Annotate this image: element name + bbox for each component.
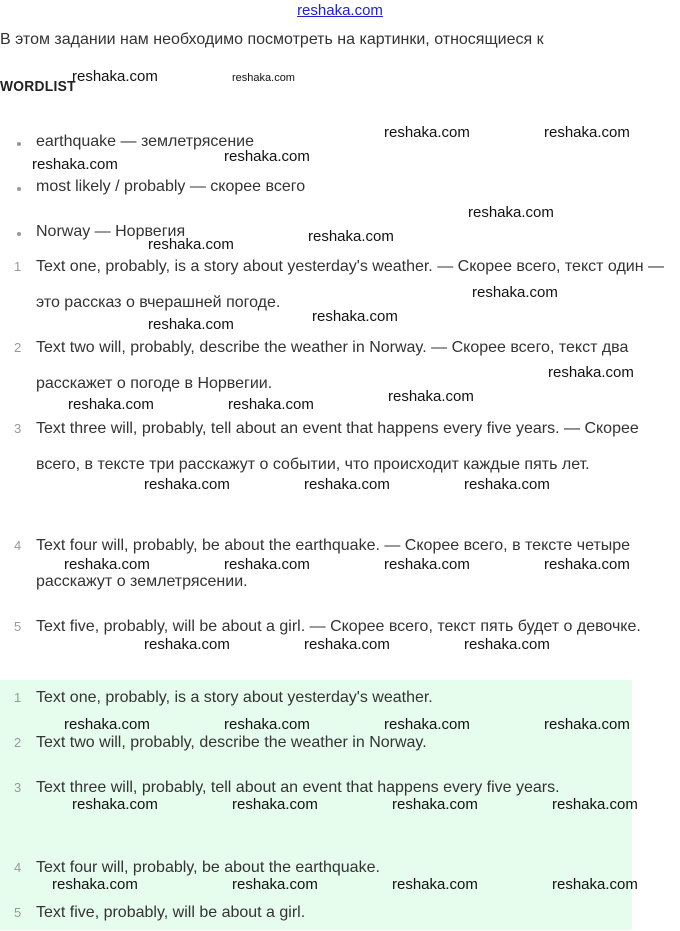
bullet-icon	[17, 232, 21, 236]
watermark-text: reshaka.com	[384, 556, 470, 573]
watermark-text: reshaka.com	[72, 68, 158, 85]
item-number: 5	[14, 905, 22, 920]
answer-item	[0, 680, 600, 716]
translation-text: Text four will, probably, be about the earthquake. — Скорее всего, в тексте четыре расскажут о землетрясении.	[36, 537, 631, 590]
intro-text: В этом задании нам необходимо посмотреть на картинки, относящиеся к	[0, 31, 544, 48]
watermark-text: reshaka.com	[392, 876, 478, 893]
watermark-text: reshaka.com	[64, 716, 150, 733]
item-number: 4	[14, 860, 22, 875]
watermark-text: reshaka.com	[148, 316, 234, 333]
answer-item	[0, 895, 600, 931]
wordlist-item-text: Norway — Норвегия	[36, 223, 186, 240]
watermark-text: reshaka.com	[224, 716, 310, 733]
item-number: 3	[14, 780, 22, 795]
watermark-text: reshaka.com	[72, 796, 158, 813]
watermark-text: reshaka.com	[472, 284, 558, 301]
watermark-text: reshaka.com	[68, 396, 154, 413]
watermark-text: reshaka.com	[384, 124, 470, 141]
watermark-text: reshaka.com	[144, 476, 230, 493]
answer-text: Text two will, probably, describe the weather in Norway.	[36, 734, 427, 751]
watermark-text: reshaka.com	[224, 148, 310, 165]
bullet-icon	[17, 142, 21, 146]
translation-item	[0, 411, 672, 483]
watermark-text: reshaka.com	[32, 156, 118, 173]
translation-text: Text two will, probably, describe the weather in Norway. — Скорее всего, текст два расскажет о погоде в Норвегии.	[36, 339, 629, 392]
answer-text: Text five, probably, will be about a girl.	[36, 904, 306, 921]
answer-text: Text one, probably, is a story about yesterday's weather.	[36, 689, 433, 706]
watermark-text: reshaka.com	[228, 396, 314, 413]
translation-text: Text one, probably, is a story about yesterday's weather. — Скорее всего, текст один — это рассказ о вчерашней погоде.	[36, 258, 665, 311]
item-number: 4	[14, 538, 22, 553]
watermark-text: reshaka.com	[468, 204, 554, 221]
watermark-text: reshaka.com	[148, 236, 234, 253]
answer-text: Text four will, probably, be about the earthquake.	[36, 859, 380, 876]
watermark-text: reshaka.com	[304, 476, 390, 493]
wordlist-item-text: earthquake — землетрясение	[36, 133, 254, 150]
bullet-icon	[17, 187, 21, 191]
item-number: 3	[14, 421, 22, 436]
wordlist-item-text: most likely / probably — скорее всего	[36, 178, 306, 195]
translation-text: Text three will, probably, tell about an event that happens every five years. — Скорее всего, в тексте три расскажут о событии, что происходит каждые пять лет.	[36, 420, 639, 473]
watermark-text: reshaka.com	[144, 636, 230, 653]
translation-text: Text five, probably, will be about a girl. — Скорее всего, текст пять будет о девочке.	[36, 618, 641, 635]
watermark-text: reshaka.com	[464, 476, 550, 493]
answer-text: Text three will, probably, tell about an event that happens every five years.	[36, 779, 560, 796]
watermark-text: reshaka.com	[384, 716, 470, 733]
watermark-text: reshaka.com	[304, 636, 390, 653]
wordlist-heading: WORDLIST	[0, 78, 76, 95]
item-number: 2	[14, 340, 22, 355]
watermark-text: reshaka.com	[232, 72, 295, 84]
watermark-text: reshaka.com	[232, 796, 318, 813]
watermark-text: reshaka.com	[544, 556, 630, 573]
watermark-text: reshaka.com	[548, 364, 634, 381]
watermark-text: reshaka.com	[552, 876, 638, 893]
item-number: 5	[14, 619, 22, 634]
watermark-text: reshaka.com	[52, 876, 138, 893]
watermark-text: reshaka.com	[64, 556, 150, 573]
watermark-text: reshaka.com	[392, 796, 478, 813]
item-number: 1	[14, 259, 22, 274]
watermark-text: reshaka.com	[544, 716, 630, 733]
site-link[interactable]: reshaka.com	[297, 2, 383, 19]
watermark-text: reshaka.com	[544, 124, 630, 141]
watermark-text: reshaka.com	[464, 636, 550, 653]
watermark-text: reshaka.com	[312, 308, 398, 325]
watermark-text: reshaka.com	[552, 796, 638, 813]
item-number: 1	[14, 690, 22, 705]
watermark-text: reshaka.com	[388, 388, 474, 405]
watermark-text: reshaka.com	[232, 876, 318, 893]
item-number: 2	[14, 735, 22, 750]
watermark-text: reshaka.com	[308, 228, 394, 245]
watermark-text: reshaka.com	[224, 556, 310, 573]
